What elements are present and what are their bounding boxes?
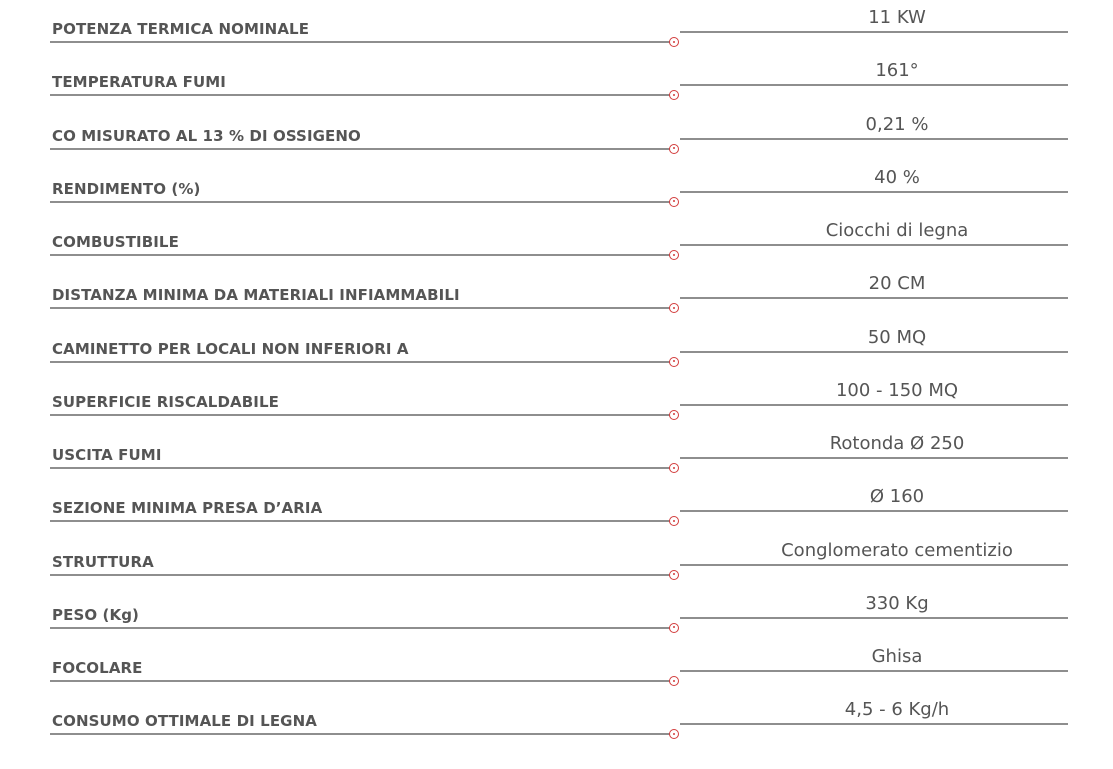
spec-value: 330 Kg (865, 592, 929, 614)
label-underline (50, 574, 670, 576)
value-underline (680, 510, 1068, 512)
value-underline (680, 244, 1068, 246)
spec-label: FOCOLARE (52, 659, 143, 677)
value-underline (680, 297, 1068, 299)
spec-value: Conglomerato cementizio (781, 539, 1013, 561)
spec-label: COMBUSTIBILE (52, 233, 179, 251)
spec-label: USCITA FUMI (52, 446, 162, 464)
target-circle-icon (669, 516, 679, 526)
spec-label: SUPERFICIE RISCALDABILE (52, 392, 279, 411)
spec-value: 20 CM (868, 273, 926, 295)
spec-label: CO MISURATO AL 13 % DI OSSIGENO (52, 126, 361, 145)
value-underline (680, 564, 1068, 566)
spec-label: POTENZA TERMICA NOMINALE (52, 20, 310, 38)
spec-value: 40 % (874, 166, 920, 188)
target-circle-icon (669, 676, 679, 686)
label-underline (50, 94, 670, 96)
value-underline (680, 31, 1068, 33)
spec-label: STRUTTURA (52, 552, 154, 571)
label-underline (50, 361, 670, 363)
target-circle-icon (669, 303, 679, 313)
spec-label: CONSUMO OTTIMALE DI LEGNA (52, 712, 317, 731)
spec-value: 4,5 - 6 Kg/h (844, 699, 950, 721)
label-underline (50, 467, 670, 469)
target-circle-icon (669, 463, 679, 473)
label-underline (50, 627, 670, 629)
spec-row (0, 48, 1113, 101)
value-underline (680, 191, 1068, 193)
label-underline (50, 41, 670, 43)
value-underline (680, 84, 1068, 86)
value-underline (680, 457, 1068, 459)
value-underline (680, 138, 1068, 140)
spec-value: 50 MQ (867, 326, 927, 348)
spec-row (0, 261, 1113, 314)
value-underline (680, 351, 1068, 353)
target-circle-icon (669, 197, 679, 207)
target-circle-icon (669, 410, 679, 420)
spec-row (0, 315, 1113, 368)
spec-row (0, 528, 1113, 581)
target-circle-icon (669, 623, 679, 633)
value-underline (680, 404, 1068, 406)
spec-value: Ø 160 (869, 486, 925, 508)
target-circle-icon (669, 144, 679, 154)
spec-label: SEZIONE MINIMA PRESA D’ARIA (52, 499, 323, 518)
label-underline (50, 680, 670, 682)
value-underline (680, 617, 1068, 619)
value-underline (680, 670, 1068, 672)
spec-value: 161° (875, 60, 919, 82)
label-underline (50, 148, 670, 150)
target-circle-icon (669, 570, 679, 580)
spec-value: Ghisa (871, 646, 923, 667)
spec-value: 100 - 150 MQ (835, 379, 959, 401)
target-circle-icon (669, 90, 679, 100)
spec-row (0, 208, 1113, 261)
label-underline (50, 201, 670, 203)
spec-row (0, 581, 1113, 634)
spec-row (0, 102, 1113, 155)
target-circle-icon (669, 250, 679, 260)
spec-value: 11 KW (868, 7, 926, 28)
spec-row (0, 0, 1113, 48)
spec-label: DISTANZA MINIMA DA MATERIALI INFIAMMABILI (52, 286, 460, 305)
spec-row (0, 421, 1113, 474)
spec-label: RENDIMENTO (%) (52, 179, 201, 198)
label-underline (50, 520, 670, 522)
spec-value: 0,21 % (865, 113, 929, 135)
target-circle-icon (669, 37, 679, 47)
spec-row (0, 155, 1113, 208)
spec-value: Ciocchi di legna (825, 220, 969, 241)
label-underline (50, 254, 670, 256)
spec-label: CAMINETTO PER LOCALI NON INFERIORI A (52, 339, 409, 358)
label-underline (50, 414, 670, 416)
target-circle-icon (669, 729, 679, 739)
label-underline (50, 733, 670, 735)
spec-row (0, 368, 1113, 421)
spec-value: Rotonda Ø 250 (829, 433, 965, 454)
target-circle-icon (669, 357, 679, 367)
label-underline (50, 307, 670, 309)
spec-row (0, 687, 1113, 740)
spec-row (0, 634, 1113, 687)
spec-label: PESO (Kg) (52, 605, 139, 624)
spec-label: TEMPERATURA FUMI (52, 73, 226, 92)
value-underline (680, 723, 1068, 725)
spec-row (0, 474, 1113, 527)
